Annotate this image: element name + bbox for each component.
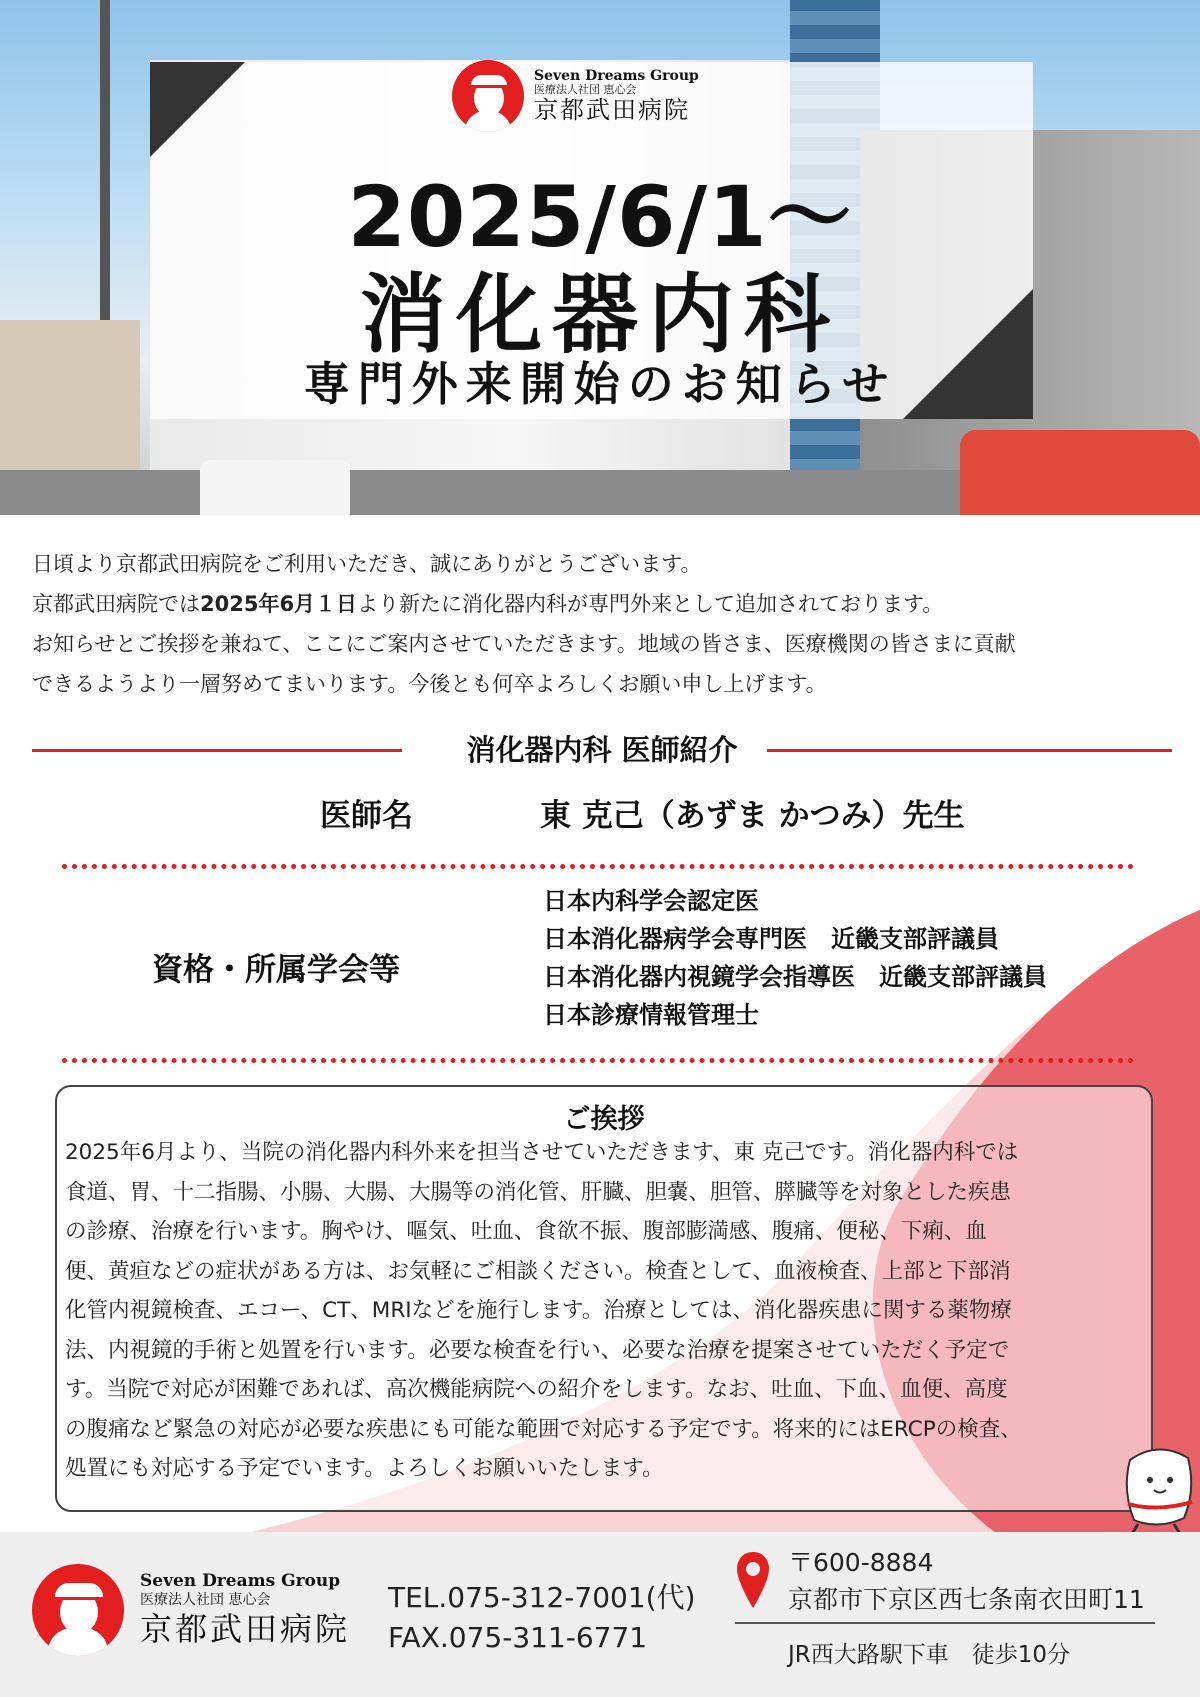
qualification-item: 日本消化器内視鏡学会指導医 近畿支部評議員 bbox=[543, 963, 1047, 991]
footer-logo-text bbox=[140, 1572, 350, 1647]
corporation-name: 医療法人社団 恵心会 bbox=[140, 1592, 271, 1609]
hospital-logo-icon bbox=[32, 1564, 124, 1656]
section-heading bbox=[32, 730, 1172, 770]
greeting-line: の腹痛など緊急の対応が必要な疾患にも可能な範囲で対応する予定です。将来的にはERCPの検査、 bbox=[65, 1416, 1022, 1442]
qualification-item: 日本内科学会認定医 bbox=[543, 887, 759, 915]
greeting-line: 食道、胃、十二指腸、小腸、大腸、大腸等の消化管、肝臓、胆嚢、胆管、膵臓等を対象とした疾患 bbox=[65, 1179, 1012, 1205]
greeting-line: の診療、治療を行います。胸やけ、嘔気、吐血、食欲不振、腹部膨満感、腹痛、便秘、下痢、血 bbox=[65, 1219, 987, 1244]
dotted-divider bbox=[62, 864, 1134, 869]
greeting-body bbox=[65, 1133, 1150, 1489]
greeting-box bbox=[55, 1085, 1153, 1512]
footer-logo bbox=[32, 1564, 350, 1656]
ambulance bbox=[200, 460, 350, 515]
postal-code: 〒600-8884 bbox=[788, 1548, 934, 1577]
department-title: 消化器内科 bbox=[360, 265, 840, 365]
intro-line: お知らせとご挨拶を兼ねて、ここにご案内させていただきます。地域の皆さま、医療機関の皆さまに貢献 bbox=[32, 632, 1016, 656]
corporation-name: 医療法人社団 恵心会 bbox=[534, 83, 637, 97]
greeting-title: ご挨拶 bbox=[563, 1104, 645, 1135]
hospital-name: 京都武田病院 bbox=[534, 95, 690, 124]
qualification-item: 日本診療情報管理士 bbox=[543, 1001, 759, 1029]
mascot-icon bbox=[1118, 1440, 1198, 1535]
tel-number[interactable]: TEL.075-312-7001(代) bbox=[388, 1581, 696, 1614]
intro-line: 日頃より京都武田病院をご利用いただき、誠にありがとうございます。 bbox=[32, 552, 702, 576]
address bbox=[788, 1544, 1145, 1618]
qualifications-label: 資格・所属学会等 bbox=[152, 952, 400, 988]
fax-number: FAX.075-311-6771 bbox=[388, 1621, 648, 1654]
announcement-subtitle: 専門外来開始のお知らせ bbox=[303, 357, 897, 411]
map-pin-icon bbox=[735, 1550, 771, 1612]
header-logo-text bbox=[534, 69, 699, 123]
doctor-name: 東 克己（あずま かつみ）先生 bbox=[540, 798, 965, 834]
qualification-item: 日本消化器病学会専門医 近畿支部評議員 bbox=[543, 925, 999, 953]
hospital-logo-icon bbox=[452, 60, 524, 132]
corner-accent-top-left bbox=[150, 62, 245, 157]
intro-line bbox=[32, 584, 1182, 624]
qualifications-list bbox=[543, 882, 1047, 1034]
contact-numbers bbox=[388, 1578, 696, 1658]
footer bbox=[0, 1532, 1200, 1697]
intro-line: できるようより一層努めてまいります。今後とも何卒よろしくお願い申し上げます。 bbox=[32, 672, 827, 696]
greeting-line: 便、黄疸などの症状がある方は、お気軽にご相談ください。検査として、血液検査、上部と下部消 bbox=[65, 1258, 1011, 1284]
start-date: 2025/6/1〜 bbox=[347, 168, 853, 266]
group-name: Seven Dreams Group bbox=[140, 1571, 341, 1592]
greeting-line: 法、内視鏡的手術と処置を行います。必要な検査を行い、必要な治療を提案させていただく予定で bbox=[65, 1337, 1010, 1363]
header-logo bbox=[452, 60, 699, 132]
red-car bbox=[960, 430, 1200, 515]
doctor-name-row bbox=[0, 790, 1200, 840]
street-address: 京都市下京区西七条南衣田町11 bbox=[788, 1585, 1145, 1614]
intro-segment: 京都武田病院では bbox=[32, 592, 200, 616]
greeting-line: 処置にも対応する予定でいます。よろしくお願いいたします。 bbox=[65, 1456, 664, 1481]
section-title: 消化器内科 医師紹介 bbox=[466, 733, 738, 767]
intro-text bbox=[32, 544, 1182, 704]
intro-date-bold: 2025年6月１日 bbox=[200, 592, 358, 616]
group-name: Seven Dreams Group bbox=[534, 68, 699, 85]
greeting-line: 2025年6月より、当院の消化器内科外来を担当させていただきます、東 克己です。消化器内科では bbox=[65, 1140, 1019, 1165]
hospital-name: 京都武田病院 bbox=[140, 1610, 351, 1649]
dotted-divider bbox=[62, 1058, 1134, 1063]
greeting-line: 化管内視鏡検査、エコー、CT、MRIなどを施行します。治療としては、消化器疾患に関する薬物療 bbox=[65, 1298, 1012, 1323]
doctor-name-label: 医師名 bbox=[320, 798, 413, 834]
address-divider bbox=[735, 1622, 1155, 1624]
intro-segment: より新たに消化器内科が専門外来として追加されております。 bbox=[357, 592, 944, 616]
greeting-line: す。当院で対応が困難であれば、高次機能病院への紹介をします。なお、吐血、下血、血便、高度 bbox=[65, 1377, 1008, 1402]
access-info: JR西大路駅下車 徒歩10分 bbox=[788, 1642, 1071, 1668]
